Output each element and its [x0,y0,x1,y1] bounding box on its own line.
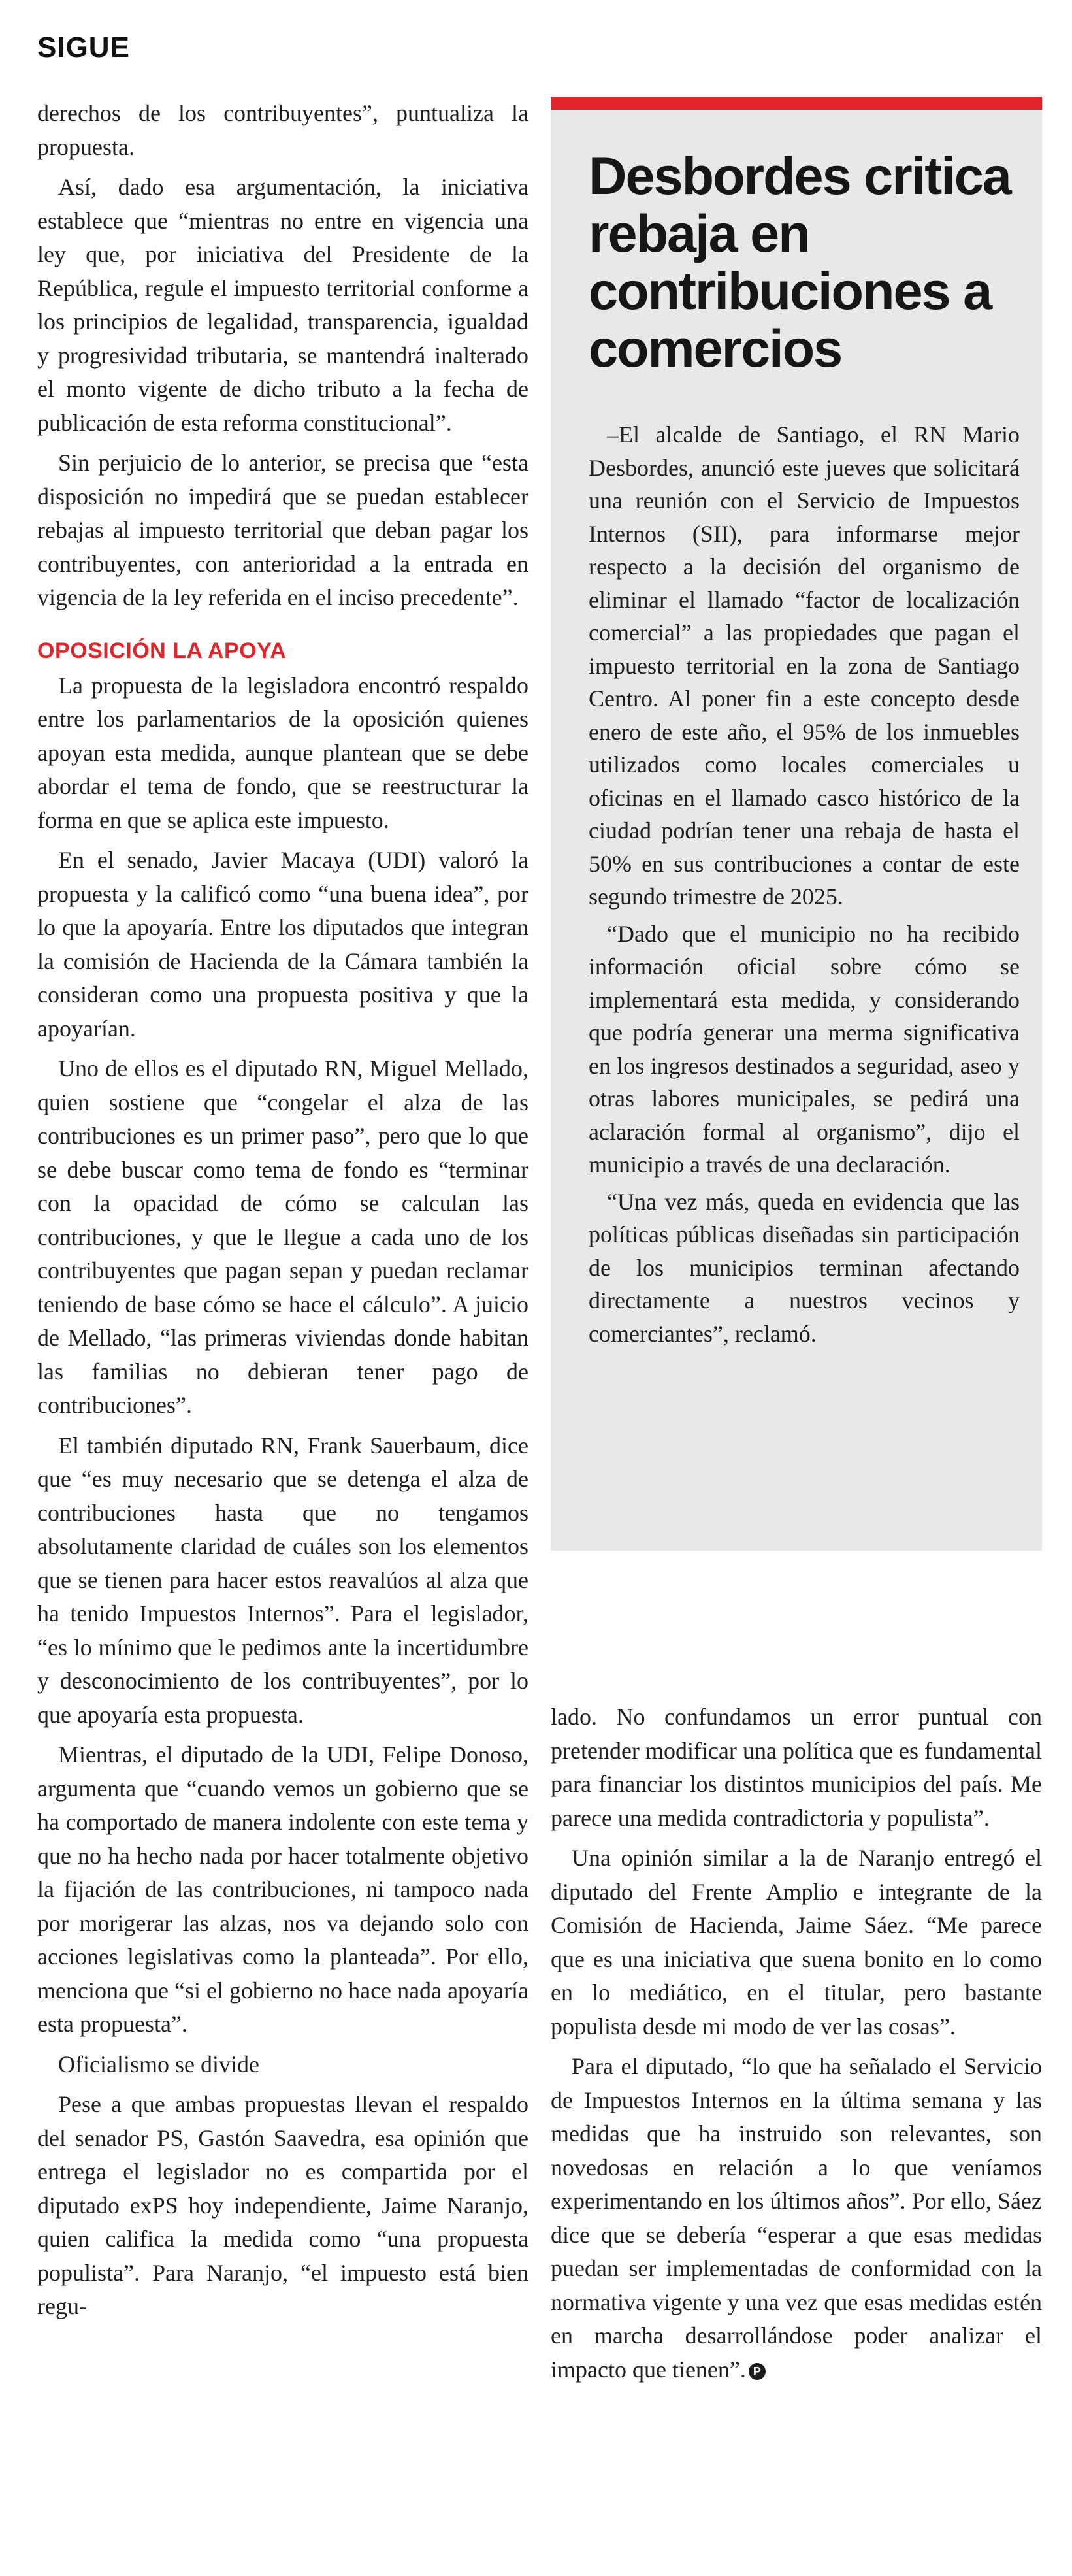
sidebar-box [551,97,1042,1551]
sidebar-paragraph: “Una vez más, queda en evidencia que las políticas públicas diseñadas sin participación de los municipios terminan afectando directamente a nuestros vecinos y comerciantes”, reclamó. [589,1188,1020,1347]
article-paragraph: En el senado, Javier Macaya (UDI) valoró la propuesta y la calificó como “una buena idea”, por lo que la apoyaría. Entre los diputados que integran la comisión de Hacienda de la Cámara también la consideran como una propuesta positiva y que la apoyarían. [37,847,528,1042]
article-paragraph-text: Para el diputado, “lo que ha señalado el Servicio de Impuestos Internos en la última semana y las medidas que ha instruido son relevantes, son novedosas en relación a lo que veníamos experimentando en los últimos años”. Por ello, Sáez dice que se debería “esperar a que esas medidas puedan ser implementadas de conformidad con la normativa vigente y una vez que esas medidas estén en marcha desarrollándose poder analizar el impacto que tienen”. [551,2053,1042,2383]
article-paragraph: Mientras, el diputado de la UDI, Felipe Donoso, argumenta que “cuando vemos un gobierno que se ha comportado de manera indolente con este tema y que no ha hecho nada por hacer totalmente objetivo la fijación de las contribuciones, ni tampoco nada por morigerar las alzas, nos va dejando solo con acciones legislativas como la planteada”. Por ello, menciona que “si el gobierno no hace nada apoyaría esta propuesta”. [37,1742,528,2037]
continuation-column [551,1700,1042,2393]
article-paragraph: derechos de los contribuyentes”, puntualiza la propuesta. [37,100,528,160]
article-paragraph: El también diputado RN, Frank Sauerbaum, dice que “es muy necesario que se detenga el alza de contribuciones hasta que no tengamos absolutamente claridad de cuáles son los elementos que se tienen para hacer estos reavalúos al alza que ha tenido Impuestos Internos”. Para el legislador, “es lo mínimo que le pedimos ante la incertidumbre y desconocimiento de los contribuyentes”, por lo que apoyaría esta propuesta. [37,1432,528,1728]
article-paragraph [551,2050,1042,2386]
article-paragraph: Una opinión similar a la de Naranjo entregó el diputado del Frente Amplio e integrante de la Comisión de Hacienda, Jaime Sáez. “Me parece que es una iniciativa que suena bonito en lo como en lo mediático, en el titular, pero bastante populista desde mi modo de ver las cosas”. [551,1845,1042,2039]
article-paragraph: La propuesta de la legisladora encontró respaldo entre los parlamentarios de la oposición quienes apoyan esta medida, aunque plantean que se debe abordar el tema de fondo, que se reestructurar la forma en que se aplica este impuesto. [37,672,528,833]
main-article-column [37,97,528,2330]
sidebar-title: Desbordes critica rebaja en contribuciones a comercios [589,147,1011,378]
article-paragraph: Pese a que ambas propuestas llevan el respaldo del senador PS, Gastón Saavedra, esa opinión que entrega el legislador no es compartida por el diputado exPS hoy independiente, Jaime Naranjo, quien califica la medida como “una propuesta populista”. Para Naranjo, “el impuesto está bien regu- [37,2091,528,2319]
inline-subhead: Oficialismo se divide [58,2051,259,2077]
section-label: SIGUE [37,31,130,63]
end-mark-icon: P [749,2363,766,2380]
sidebar-paragraph: –El alcalde de Santiago, el RN Mario Desbordes, anunció este jueves que solicitará una reunión con el Servicio de Impuestos Internos (SII), para informarse mejor respecto a la decisión del organismo de eliminar el llamado “factor de localización comercial” a las propiedades que pagan el impuesto territorial en la zona de Santiago Centro. Al poner fin a este concepto desde enero de este año, el 95% de los inmuebles utilizados como locales comerciales u oficinas en el llamado casco histórico de la ciudad podrían tener una rebaja de hasta el 50% en sus contribuciones a contar de este segundo trimestre de 2025. [589,421,1020,910]
section-subhead: OPOSICIÓN LA APOYA [37,638,287,663]
article-paragraph: Uno de ellos es el diputado RN, Miguel Mellado, quien sostiene que “congelar el alza de las contribuciones es un primer paso”, pero que lo que se debe buscar como tema de fondo es “terminar con la opacidad de cómo se calculan las contribuciones, y que le llegue a cada uno de los contribuyentes que pagan sepan y puedan reclamar teniendo de base cómo se hace el cálculo”. A juicio de Mellado, “las primeras viviendas donde habitan las familias no debieran tener pago de contribuciones”. [37,1055,528,1418]
article-paragraph: lado. No confundamos un error puntual con pretender modificar una política que es fundamental para financiar los distintos municipios del país. Me parece una medida contradictoria y populista”. [551,1704,1042,1831]
article-paragraph: Así, dado esa argumentación, la iniciativa establece que “mientras no entre en vigencia una ley que, por iniciativa del Presidente de la República, regule el impuesto territorial conforme a los principios de legalidad, transparencia, igualdad y progresividad tributaria, se mantendrá inalterado el monto vigente de dicho tributo a la fecha de publicación de esta reforma constitucional”. [37,174,528,436]
article-paragraph: Sin perjuicio de lo anterior, se precisa que “esta disposición no impedirá que se puedan establecer rebajas al impuesto territorial que deban pagar los contribuyentes, con anterioridad a la entrada en vigencia de la ley referida en el inciso precedente”. [37,450,528,610]
sidebar-paragraph: “Dado que el municipio no ha recibido información oficial sobre cómo se implementará esta medida, y considerando que podría generar una merma significativa en los ingresos destinados a seguridad, aseo y otras labores municipales, se pedirá una aclaración formal al organismo”, dijo el municipio a través de una declaración. [589,920,1020,1178]
